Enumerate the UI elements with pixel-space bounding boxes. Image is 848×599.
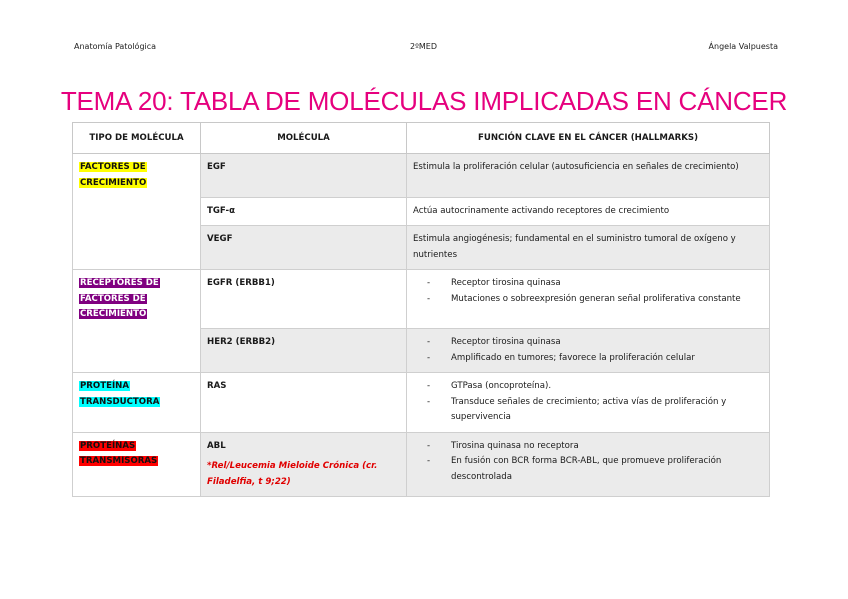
function-cell — [407, 270, 770, 329]
type-cell-spacer — [73, 197, 201, 226]
list-item: - Tirosina quinasa no receptora — [427, 439, 763, 455]
molecule-cell: EGFR (ERBB1) — [201, 270, 407, 329]
table-row — [73, 373, 770, 433]
type-label: PROTEÍNAS — [80, 440, 136, 451]
type-label: FACTORES DE — [80, 293, 146, 304]
type-label: RECEPTORES DE — [80, 278, 159, 288]
list-item: - Receptor tirosina quinasa — [427, 276, 763, 292]
table-row — [73, 154, 770, 198]
molecule-name: ABL — [207, 440, 226, 451]
clinical-note: *Rel/Leucemia Mieloide Crónica (cr. Filadelfia, t 9;22) — [207, 461, 378, 487]
function-cell: Estimula angiogénesis; fundamental en el suministro tumoral de oxígeno y nutrientes — [407, 226, 770, 270]
type-cell-spacer — [73, 226, 201, 270]
type-cell-receptors — [73, 270, 201, 329]
type-label: CRECIMIENTO — [80, 177, 147, 188]
header-subject: Anatomía Patológica — [74, 42, 157, 51]
table-row — [73, 432, 770, 497]
header-course: 2ºMED — [410, 42, 437, 51]
type-cell-spacer — [73, 329, 201, 373]
table-row — [73, 226, 770, 270]
list-item: - Transduce señales de crecimiento; activa vías de proliferación y supervivencia — [427, 395, 763, 426]
function-cell: Actúa autocrinamente activando receptores de crecimiento — [407, 197, 770, 226]
table-row — [73, 329, 770, 373]
list-item: - Amplificado en tumores; favorece la proliferación celular — [427, 351, 763, 367]
page-title: TEMA 20: TABLA DE MOLÉCULAS IMPLICADAS EN CÁNCER — [60, 86, 788, 116]
type-label: TRANSDUCTORA — [80, 396, 160, 407]
list-item: - GTPasa (oncoproteína). — [427, 379, 763, 395]
function-cell: Estimula la proliferación celular (autosuficiencia en señales de crecimiento) — [407, 154, 770, 198]
function-cell — [407, 432, 770, 497]
function-cell — [407, 373, 770, 433]
molecule-cell: RAS — [201, 373, 407, 433]
table-row — [73, 197, 770, 226]
type-label: PROTEÍNA — [80, 381, 129, 391]
molecule-cell — [201, 432, 407, 497]
molecule-cell: VEGF — [201, 226, 407, 270]
molecule-cell: EGF — [201, 154, 407, 198]
table-header-row — [73, 123, 770, 154]
type-label: CRECIMIENTO — [80, 309, 147, 319]
function-cell — [407, 329, 770, 373]
col-header-molecule: MOLÉCULA — [201, 123, 407, 154]
molecule-cell: TGF-α — [201, 197, 407, 226]
header-author: Ángela Valpuesta — [708, 42, 778, 51]
list-item: - Receptor tirosina quinasa — [427, 335, 763, 351]
type-cell-growth-factors — [73, 154, 201, 198]
type-label: TRANSMISORAS — [80, 456, 158, 466]
list-item: - En fusión con BCR forma BCR-ABL, que promueve proliferación descontrolada — [427, 454, 763, 485]
type-cell-transducer — [73, 373, 201, 433]
list-item: - Mutaciones o sobreexpresión generan señal proliferativa constante — [427, 292, 763, 308]
col-header-function: FUNCIÓN CLAVE EN EL CÁNCER (HALLMARKS) — [407, 123, 770, 154]
type-label: FACTORES DE — [80, 162, 146, 172]
table-row — [73, 270, 770, 329]
type-cell-transmitters — [73, 432, 201, 497]
col-header-type: TIPO DE MOLÉCULA — [73, 123, 201, 154]
molecules-table — [72, 122, 770, 497]
molecule-cell: HER2 (ERBB2) — [201, 329, 407, 373]
